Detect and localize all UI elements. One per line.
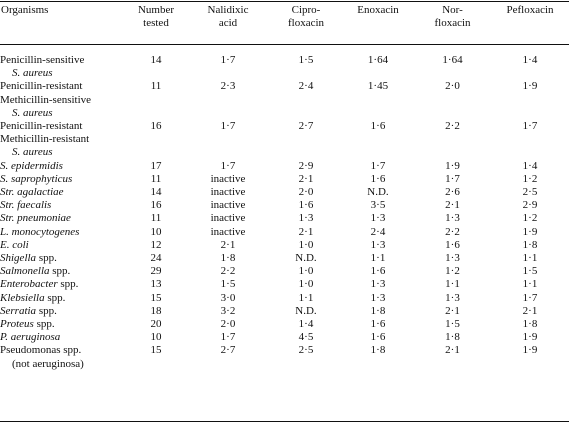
number-tested-cell: 15 [150,291,162,304]
enoxacin-cell: 1·6 [370,318,386,331]
header-organisms-label: Organisms [1,4,49,16]
norfloxacin-cell: 1·9 [445,159,460,172]
nalidixic-acid-cell: 1·7 [220,331,236,344]
number-tested-cell: 11 [150,80,162,93]
header-ciprofloxacin [270,4,342,44]
organism-cell [0,120,126,160]
organism-name: Shigella [0,252,37,265]
header-nalidixic-line2: acid [218,17,238,29]
organism-cell [0,80,126,120]
ciprofloxacin-cell: 2·0 [298,186,314,199]
organism-cell [0,344,126,370]
norfloxacin-cell: 1·5 [445,318,460,331]
header-nalidixic-line1: Nalidixic [207,4,249,16]
organism-cell [0,252,126,265]
organism-cell [0,186,126,199]
table-row [0,239,569,252]
pefloxacin-cell: 1·9 [522,331,538,344]
enoxacin-cell: 1·64 [367,54,389,66]
number-tested-cell: 10 [150,331,162,344]
pefloxacin-cell: 2·9 [522,199,538,212]
ciprofloxacin-cell: 1·0 [298,278,314,291]
norfloxacin-cell: 2·1 [445,199,460,212]
enoxacin-cell: N.D. [367,186,389,199]
nalidixic-acid-cell: 2·2 [220,265,236,278]
enoxacin-cell: 1·6 [370,265,386,278]
enoxacin-cell: 2·4 [370,225,386,238]
organism-cell [0,331,126,344]
spp-suffix: spp. [36,252,57,265]
organism-cell [0,265,126,278]
header-number-tested-line1: Number [137,4,175,16]
pefloxacin-cell: 1·9 [522,80,538,93]
table-row [0,160,569,173]
organism-cell [0,305,126,318]
spp-suffix: spp. [36,304,57,317]
organism-name: L. monocytogenes [0,225,80,238]
organism-cell [0,173,126,186]
spp-suffix: spp. [57,278,79,291]
nalidixic-acid-cell: 1·7 [220,120,236,133]
number-tested-cell: 14 [150,186,162,199]
organism-name-line: S. aureus [12,106,53,119]
organism-name: Enterobacter [0,278,58,291]
header-norfloxacin [414,4,491,44]
organism-name: E. coli [0,238,29,251]
header-cipro-line2: floxacin [287,17,325,29]
pefloxacin-cell: 1·7 [522,291,538,304]
organism-name: Str. faecalis [0,199,52,212]
table-row [0,186,569,199]
pefloxacin-cell: 1·4 [522,159,538,172]
nalidixic-acid-cell: 2·0 [220,318,236,331]
number-tested-cell: 10 [150,225,162,238]
organism-name: Str. agalactiae [0,186,64,199]
norfloxacin-cell: 1·7 [445,172,460,185]
header-pefloxacin-label: Pefloxacin [506,4,554,16]
organism-name-line: Penicillin-resistant [0,120,83,133]
number-tested-cell: 24 [150,252,162,265]
top-rule [0,1,569,2]
pefloxacin-cell: 1·8 [522,318,538,331]
header-nalidixic-acid [186,4,270,44]
ciprofloxacin-cell: 2·1 [298,225,314,238]
number-tested-cell: 20 [150,318,162,331]
pefloxacin-cell: 1·7 [522,120,538,133]
norfloxacin-cell: 1·8 [445,331,460,344]
organism-name: S. saprophyticus [0,172,73,185]
table-row [0,292,569,305]
ciprofloxacin-cell: 1·3 [298,212,314,225]
organism-name-line: Penicillin-resistant [0,80,83,93]
enoxacin-cell: 1·3 [370,238,386,251]
nalidixic-acid-cell: inactive [210,172,246,185]
nalidixic-acid-cell: inactive [210,186,246,199]
ciprofloxacin-cell: 2·1 [298,172,314,185]
header-enoxacin [342,4,414,44]
enoxacin-cell: 1·6 [370,172,386,185]
ciprofloxacin-cell: 1·0 [298,265,314,278]
organism-cell [0,318,126,331]
organism-name-line: S. aureus [12,146,53,159]
nalidixic-acid-cell: inactive [210,212,246,225]
pefloxacin-cell: 1·4 [522,54,538,66]
table-row [0,278,569,291]
number-tested-cell: 16 [150,120,162,133]
organism-name: Serratia [0,304,37,317]
enoxacin-cell: 1·8 [370,344,386,357]
pefloxacin-cell: 1·9 [522,225,538,238]
header-pefloxacin [491,4,569,44]
ciprofloxacin-cell: 2·9 [298,159,314,172]
organism-cell [0,44,126,80]
organism-cell [0,212,126,225]
ciprofloxacin-cell: 1·4 [298,318,314,331]
norfloxacin-cell: 2·2 [445,225,460,238]
table-row [0,44,569,80]
enoxacin-cell: 1·3 [370,278,386,291]
number-tested-cell: 17 [150,159,162,172]
spp-suffix: spp. [33,318,55,331]
pefloxacin-cell: 1·9 [522,344,538,357]
header-norfloxacin-line1: Nor- [442,4,463,16]
table-row [0,80,569,120]
header-number-tested [126,4,186,44]
number-tested-cell: 16 [150,199,162,212]
ciprofloxacin-cell: 1·5 [298,54,314,66]
organism-name: Proteus [0,318,34,331]
enoxacin-cell: 1·6 [370,120,386,133]
nalidixic-acid-cell: 2·3 [220,80,236,93]
pefloxacin-cell: 1·1 [522,252,538,265]
table-row [0,305,569,318]
table-header-row [0,4,569,44]
organism-cell [0,239,126,252]
norfloxacin-cell: 2·0 [445,80,460,93]
number-tested-cell: 11 [150,212,162,225]
ciprofloxacin-cell: 2·7 [298,120,314,133]
number-tested-cell: 15 [150,344,162,357]
nalidixic-acid-cell: 1·7 [220,54,236,66]
enoxacin-cell: 1·1 [370,252,386,265]
organism-cell [0,278,126,291]
norfloxacin-cell: 1·3 [445,291,460,304]
enoxacin-cell: 1·7 [370,159,386,172]
nalidixic-acid-cell: 1·8 [220,252,236,265]
norfloxacin-cell: 1·1 [445,278,460,291]
table-body [0,44,569,371]
table-row [0,226,569,239]
nalidixic-acid-cell: inactive [210,225,246,238]
organism-cell [0,199,126,212]
number-tested-cell: 12 [150,238,162,251]
number-tested-cell: 13 [150,278,162,291]
table-row [0,318,569,331]
ciprofloxacin-cell: N.D. [295,304,317,317]
nalidixic-acid-cell: 3·0 [220,291,236,304]
ciprofloxacin-cell: 1·0 [298,238,314,251]
organism-name: Klebsiella [0,291,45,304]
enoxacin-cell: 1·45 [367,80,389,93]
ciprofloxacin-cell: 1·1 [298,291,314,304]
spp-suffix: spp. [44,291,66,304]
pefloxacin-cell: 1·1 [522,278,538,291]
ciprofloxacin-cell: 1·6 [298,199,314,212]
table-row [0,265,569,278]
header-number-tested-line2: tested [143,17,169,29]
organism-name: Salmonella [0,265,50,278]
spp-suffix: spp. [49,265,71,278]
number-tested-cell: 11 [150,172,162,185]
nalidixic-acid-cell: 3·2 [220,304,236,317]
organism-name-line: Methicillin-resistant [0,133,90,146]
nalidixic-acid-cell: 2·7 [220,344,236,357]
table-row [0,252,569,265]
table-row [0,199,569,212]
norfloxacin-cell: 1·64 [442,54,463,66]
organism-name-line: S. aureus [12,67,53,80]
table-row [0,212,569,225]
norfloxacin-cell: 1·2 [445,265,460,278]
norfloxacin-cell: 1·3 [445,212,460,225]
organism-name: Str. pneumoniae [0,212,71,225]
ciprofloxacin-cell: 2·4 [298,80,314,93]
organism-name-line: Methicillin-sensitive [0,93,92,106]
header-norfloxacin-line2: floxacin [434,17,471,29]
susceptibility-table [0,4,569,371]
norfloxacin-cell: 2·6 [445,186,460,199]
pefloxacin-cell: 1·2 [522,172,538,185]
table-row [0,120,569,160]
norfloxacin-cell: 2·1 [445,304,460,317]
nalidixic-acid-cell: 2·1 [220,238,236,251]
number-tested-cell: 29 [150,265,162,278]
organism-name: S. epidermidis [0,159,63,172]
bottom-rule [0,421,569,422]
header-organisms [0,4,126,44]
pefloxacin-cell: 2·1 [522,304,538,317]
pefloxacin-cell: 1·5 [522,265,538,278]
organism-name-line: (not aeruginosa) [12,357,84,370]
norfloxacin-cell: 2·1 [445,344,460,357]
pefloxacin-cell: 1·8 [522,238,538,251]
pefloxacin-cell: 1·2 [522,212,538,225]
pefloxacin-cell: 2·5 [522,186,538,199]
organism-cell [0,226,126,239]
ciprofloxacin-cell: N.D. [295,252,317,265]
organism-cell [0,160,126,173]
header-enoxacin-label: Enoxacin [357,4,399,16]
number-tested-cell: 18 [150,304,162,317]
nalidixic-acid-cell: 1·7 [220,159,236,172]
table-row [0,331,569,344]
enoxacin-cell: 1·3 [370,291,386,304]
organism-cell [0,292,126,305]
organism-name-line: Penicillin-sensitive [0,54,85,66]
table-row [0,173,569,186]
norfloxacin-cell: 1·6 [445,238,460,251]
enoxacin-cell: 1·8 [370,304,386,317]
nalidixic-acid-cell: inactive [210,199,246,212]
number-tested-cell: 14 [150,54,162,66]
enoxacin-cell: 3·5 [370,199,386,212]
ciprofloxacin-cell: 2·5 [298,344,314,357]
norfloxacin-cell: 2·2 [445,120,460,133]
enoxacin-cell: 1·6 [370,331,386,344]
enoxacin-cell: 1·3 [370,212,386,225]
organism-name: P. aeruginosa [0,331,61,344]
organism-name-line: Pseudomonas spp. [0,344,82,357]
header-cipro-line1: Cipro- [291,4,321,16]
table-row [0,344,569,370]
norfloxacin-cell: 1·3 [445,252,460,265]
ciprofloxacin-cell: 4·5 [298,331,314,344]
nalidixic-acid-cell: 1·5 [220,278,236,291]
